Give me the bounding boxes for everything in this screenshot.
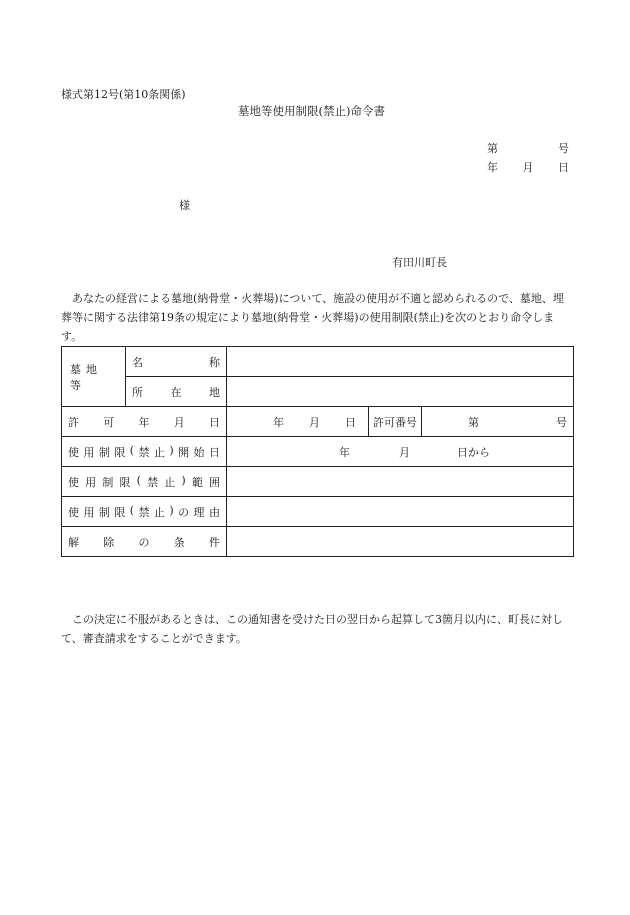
table-row [62,437,574,467]
permit-date-label-3: 年 [138,415,150,429]
reason-label-cell [62,497,227,527]
table-row [62,407,574,437]
start-year: 年 [339,445,350,459]
form-number-label: 様式第12号(第10条関係) [61,88,186,101]
permit-number-label: 許可番号 [373,415,417,429]
date-month: 月 [522,161,534,174]
location-label-2: 在 [170,385,182,399]
number-suffix: 号 [558,142,569,155]
document-number [487,142,569,156]
name-value-cell[interactable] [227,347,574,377]
table-row [62,497,574,527]
table-row [62,377,574,407]
date-day: 日 [558,161,569,174]
location-label-cell [126,377,227,407]
location-label-1: 所 [132,385,143,399]
table-row [62,527,574,557]
reason-value-cell[interactable] [227,497,574,527]
permit-date-value-cell[interactable] [227,407,369,437]
document-date [487,161,569,175]
scope-label-cell [62,467,227,497]
table-row [62,467,574,497]
name-label-2: 称 [209,355,220,369]
permit-number-value-cell[interactable] [422,407,574,437]
name-label-1: 名 [132,355,143,369]
table-row [62,347,574,377]
addressee-honorific: 様 [179,199,190,212]
release-condition-label-cell [62,527,227,557]
start-day: 日から [457,445,490,459]
permit-year: 年 [273,415,284,429]
cemetery-form-table [61,346,574,557]
cemetery-group-label [62,347,126,407]
reason-label: 使 用 制 限 ( 禁 止 ) の 理 由 [68,503,220,519]
permit-date-label-1: 許 [68,415,79,429]
permit-date-label-cell [62,407,227,437]
start-date-value [233,444,567,460]
permit-date-label-4: 月 [173,415,185,429]
issuer: 有田川町長 [392,256,447,269]
location-value-cell[interactable] [227,377,574,407]
scope-value-cell[interactable] [227,467,574,497]
release-condition-label: 解 除 の 条 件 [68,535,220,549]
group-label-text: 墓地等 [70,362,102,392]
start-month: 月 [399,445,410,459]
permit-number-prefix: 第 [468,415,479,429]
permit-number-suffix: 号 [556,415,568,429]
start-date-value-cell[interactable] [227,437,574,467]
name-label-cell [126,347,227,377]
release-condition-value-cell[interactable] [227,527,574,557]
location-label-3: 地 [209,385,220,399]
start-date-label-cell [62,437,227,467]
permit-date-label-2: 可 [103,415,115,429]
appeal-notice: この決定に不服があるときは、この通知書を受けた日の翌日から起算して3箇月以内に、町長に対して、審査請求をすることができます。 [61,613,563,645]
permit-date-label-5: 日 [209,415,220,429]
permit-month: 月 [309,415,320,429]
document-title: 墓地等使用制限(禁止)命令書 [238,104,385,118]
date-year: 年 [487,161,498,174]
permit-day: 日 [345,415,356,429]
body-paragraph: あなたの経営による墓地(納骨堂・火葬場)について、施設の使用が不適と認められるので、墓地、埋葬等に関する法律第19条の規定により墓地(納骨堂・火葬場)の使用制限(禁止)を次のとおり命令します。 [61,292,564,343]
cemetery-group-text [68,361,119,393]
scope-label: 使 用 制 限 ( 禁 止 ) 範 囲 [68,473,220,489]
number-prefix: 第 [487,142,498,155]
start-date-label: 使 用 制 限 ( 禁 止 ) 開 始 日 [68,443,220,459]
permit-number-label-cell [369,407,422,437]
